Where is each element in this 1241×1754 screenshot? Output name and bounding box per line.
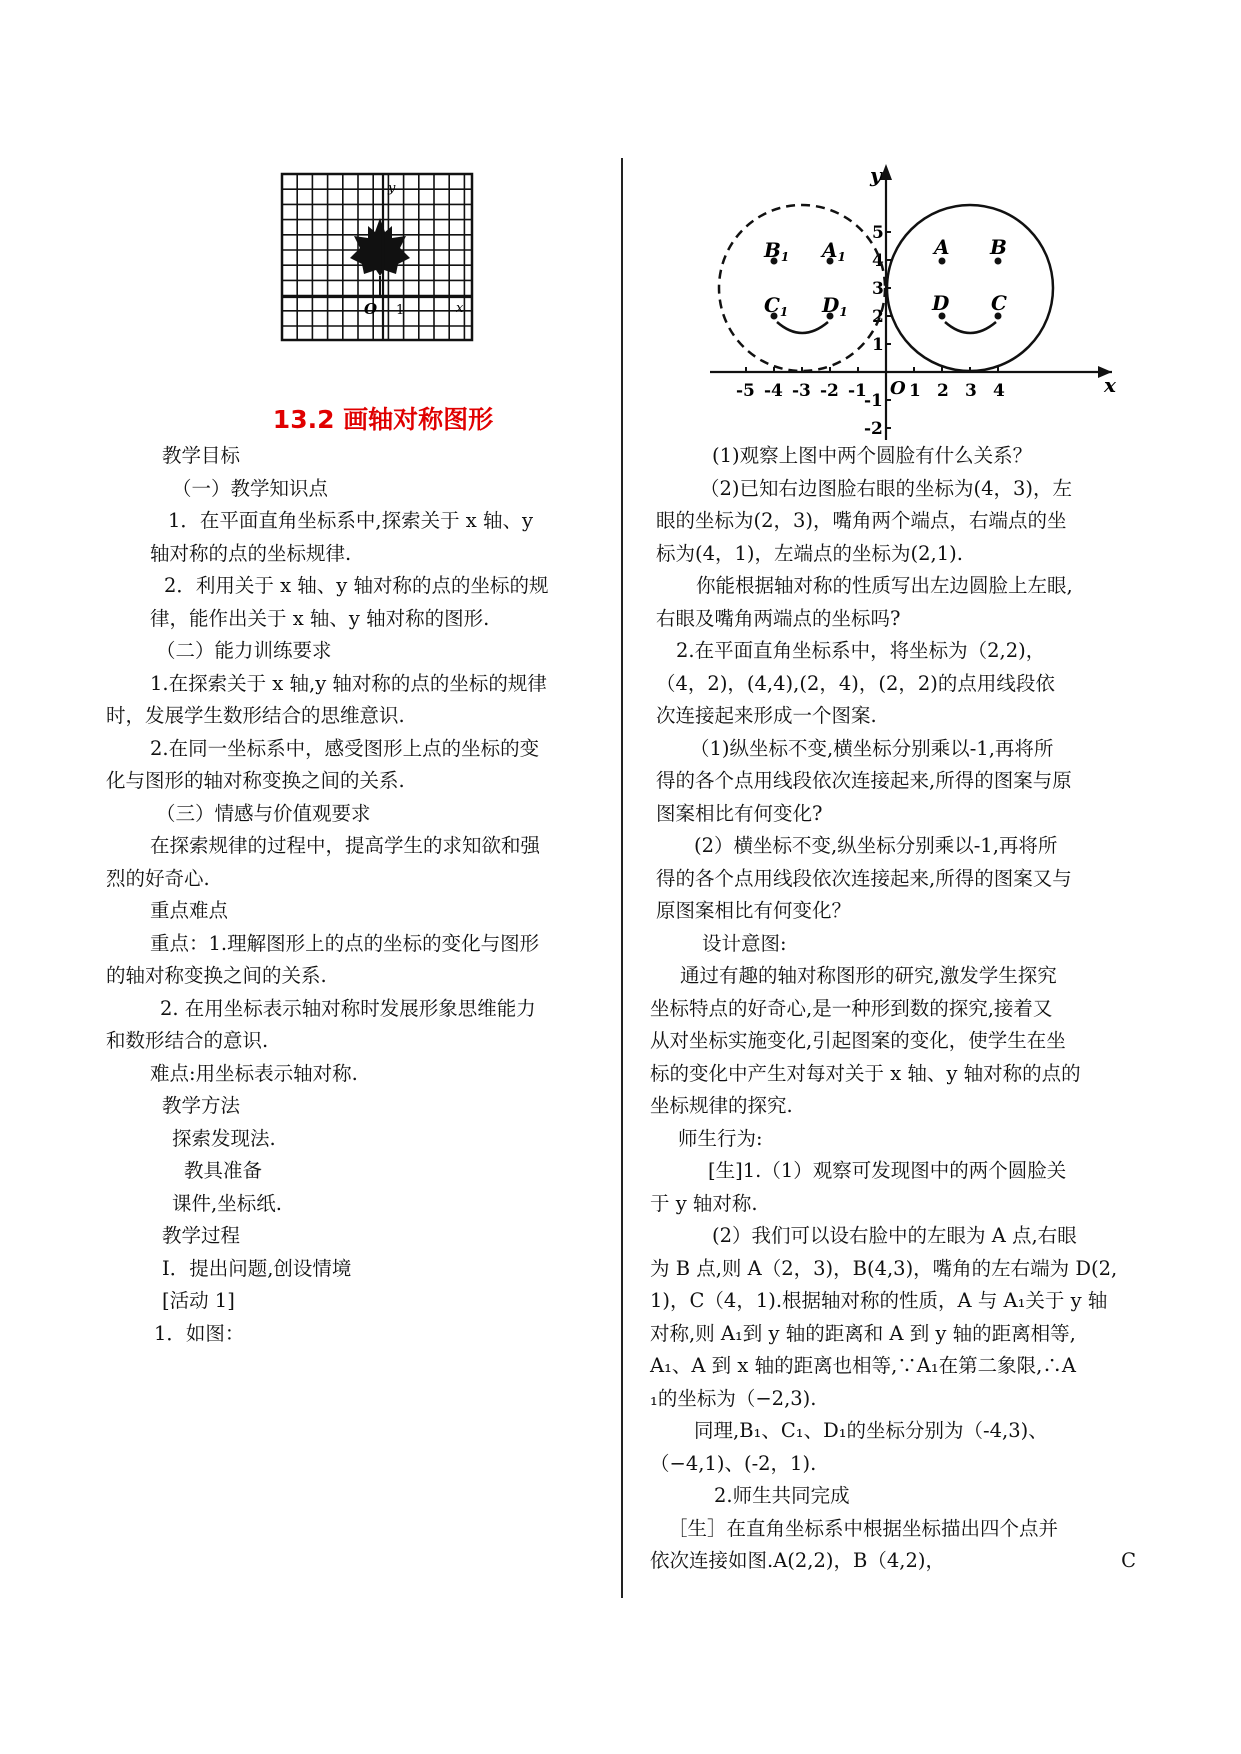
right-line: 标为(4，1)，左端点的坐标为(2,1). — [656, 541, 963, 565]
left-text-column — [106, 440, 616, 1350]
left-line: 在探索规律的过程中，提高学生的求知欲和强 — [150, 834, 541, 857]
right-line: 从对坐标实施变化,引起图案的变化，使学生在坐 — [650, 1029, 1066, 1052]
right-line: [生]1.（1）观察可发现图中的两个圆脸关 — [708, 1159, 1067, 1182]
left-line: 教学方法 — [162, 1094, 241, 1117]
left-line: 烈的好奇心. — [106, 866, 210, 890]
right-line: 设计意图: — [702, 931, 787, 955]
face-x-axis-label: x — [1104, 373, 1116, 397]
left-line: 难点:用坐标表示轴对称. — [150, 1061, 358, 1085]
left-line: 1．在平面直角坐标系中,探索关于 x 轴、y — [168, 509, 534, 532]
right-line: ₁的坐标为（−2,3). — [650, 1386, 817, 1410]
face-y-tick-label: -2 — [864, 419, 883, 439]
right-face-mouth — [945, 322, 996, 333]
right-line: 图案相比有何变化? — [656, 801, 823, 825]
left-face-mouth — [777, 322, 828, 333]
face-y-tick-label: -1 — [864, 391, 883, 411]
left-line: Ⅰ．提出问题,创设情境 — [162, 1256, 352, 1280]
right-line: （1)纵坐标不变,横坐标分别乘以-1,再将所 — [690, 736, 1054, 760]
face-y-tick-label: 3 — [872, 279, 884, 299]
left-line: 1．如图： — [154, 1321, 245, 1345]
right-line: ［生］在直角坐标系中根据坐标描出四个点并 — [668, 1516, 1059, 1540]
right-line: （2)已知右边图脸右眼的坐标为(4，3)，左 — [700, 476, 1073, 500]
left-line: [活动 1] — [162, 1289, 235, 1312]
right-line: 原图案相比有何变化？ — [656, 899, 852, 922]
left-line: 教学过程 — [162, 1224, 241, 1247]
face-x-tick-label: 4 — [993, 381, 1005, 401]
left-line: 2. 在用坐标表示轴对称时发展形象思维能力 — [160, 996, 536, 1020]
leaf-x-label: x — [456, 301, 464, 316]
face-x-tick-label: 3 — [965, 381, 977, 401]
left-line: （一）教学知识点 — [172, 476, 329, 500]
right-face-label-a: A — [934, 235, 950, 259]
right-line: 坐标特点的好奇心,是一种形到数的探究,接着又 — [650, 996, 1053, 1020]
face-x-tick-label: -5 — [736, 381, 755, 401]
right-line: 标的变化中产生对每对关于 x 轴、y 轴对称的点的 — [650, 1061, 1081, 1085]
page-title: 13.2 画轴对称图形 — [272, 405, 494, 434]
left-line: 化与图形的轴对称变换之间的关系. — [106, 769, 405, 792]
right-line: (1)观察上图中两个圆脸有什么关系？ — [712, 444, 1033, 467]
left-line: （二）能力训练要求 — [156, 639, 332, 662]
face-y-tick-label: 1 — [872, 335, 884, 355]
right-line: （4，2)，(4,4),(2，4)，(2，2)的点用线段依 — [656, 671, 1055, 695]
right-face-label-c: C — [991, 291, 1007, 315]
left-line: 2．利用关于 x 轴、y 轴对称的点的坐标的规 — [164, 574, 549, 597]
right-line: 眼的坐标为(2，3)，嘴角两个端点，右端点的坐 — [656, 509, 1067, 532]
right-face-label-b: B — [990, 235, 1007, 259]
left-face-circle — [719, 205, 885, 371]
left-line: 1.在探索关于 x 轴,y 轴对称的点的坐标的规律 — [150, 671, 547, 695]
right-line: 同理,B₁、C₁、D₁的坐标分别为（-4,3)、 — [694, 1419, 1048, 1442]
face-y-tick-label: 2 — [872, 307, 884, 327]
leaf-y-label: y — [388, 181, 396, 196]
left-face-label-b1: $B_1$ — [764, 238, 790, 264]
left-line: 课件,坐标纸. — [172, 1191, 282, 1215]
left-line: 的轴对称变换之间的关系. — [106, 964, 327, 987]
right-line: 你能根据轴对称的性质写出左边圆脸上左眼, — [696, 574, 1073, 597]
leaf-one-label: 1 — [396, 303, 405, 318]
face-x-tick-label: -1 — [848, 381, 867, 401]
right-face-label-d: D — [932, 291, 950, 315]
left-line: （三）情感与价值观要求 — [156, 801, 371, 825]
right-text-column — [650, 440, 1136, 1578]
right-line: 于 y 轴对称. — [650, 1191, 758, 1215]
face-y-tick-label: 4 — [872, 251, 884, 271]
right-line: 师生行为: — [678, 1126, 763, 1150]
right-line: 得的各个点用线段依次连接起来,所得的图案与原 — [656, 769, 1072, 792]
left-line: 和数形结合的意识. — [106, 1029, 269, 1052]
right-line: 2.在平面直角坐标系中，将坐标为（2,2)， — [676, 639, 1046, 662]
face-x-tick-label: -4 — [764, 381, 783, 401]
maple-leaf-shape — [350, 218, 410, 276]
leaf-origin-label: O — [364, 300, 378, 318]
left-line: 时，发展学生数形结合的思维意识. — [106, 704, 405, 727]
face-x-tick-label: -3 — [792, 381, 811, 401]
right-line: 1)，C（4，1).根据轴对称的性质，A 与 A₁关于 y 轴 — [650, 1289, 1108, 1312]
face-y-tick-label: 5 — [872, 223, 884, 243]
face-origin-label: O — [890, 378, 906, 399]
left-line: 律，能作出关于 x 轴、y 轴对称的图形. — [150, 606, 490, 630]
right-line: 2.师生共同完成 — [714, 1484, 850, 1507]
right-line: 对称,则 A₁到 y 轴的距离和 A 到 y 轴的距离相等, — [650, 1321, 1076, 1345]
right-line: 为 B 点,则 A（2，3)，B(4,3)，嘴角的左右端为 D(2, — [650, 1256, 1118, 1280]
right-face-circle — [887, 205, 1053, 371]
face-x-tick-label: 1 — [909, 381, 921, 401]
right-line: 右眼及嘴角两端点的坐标吗? — [656, 606, 901, 630]
left-face-label-c1: $C_1$ — [764, 293, 789, 319]
left-face-label-a1: $A_1$ — [822, 238, 846, 264]
right-line: (2）我们可以设右脸中的左眼为 A 点,右眼 — [712, 1224, 1077, 1247]
right-line: (2）横坐标不变,纵坐标分别乘以-1,再将所 — [694, 834, 1058, 857]
left-line: 探索发现法. — [172, 1126, 276, 1150]
right-line: C — [1121, 1549, 1136, 1572]
face-x-tick-label: 2 — [937, 381, 949, 401]
left-line: 教具准备 — [184, 1159, 263, 1182]
right-line: （−4,1)、(-2，1). — [650, 1451, 817, 1475]
right-line: A₁、A 到 x 轴的距离也相等,∵A₁在第二象限,∴A — [650, 1354, 1076, 1377]
right-line: 得的各个点用线段依次连接起来,所得的图案又与 — [656, 866, 1072, 890]
left-line: 教学目标 — [162, 444, 241, 467]
smiley-faces-figure — [700, 160, 1120, 450]
left-line: 2.在同一坐标系中，感受图形上点的坐标的变 — [150, 736, 540, 760]
left-line: 重点：1.理解图形上的点的坐标的变化与图形 — [150, 931, 540, 955]
right-line: 坐标规律的探究. — [650, 1094, 793, 1117]
right-line: 依次连接如图.A(2,2)，B（4,2)， — [650, 1549, 945, 1572]
left-line: 轴对称的点的坐标规律. — [150, 541, 352, 565]
face-y-axis-label: y — [870, 163, 882, 187]
left-line: 重点难点 — [150, 899, 229, 922]
face-x-tick-label: -2 — [820, 381, 839, 401]
maple-leaf-grid-figure — [280, 172, 475, 342]
left-face-label-d1: $D_1$ — [822, 293, 848, 319]
column-divider — [621, 158, 623, 1598]
right-line: 次连接起来形成一个图案. — [656, 704, 877, 727]
right-line: 通过有趣的轴对称图形的研究,激发学生探究 — [680, 964, 1057, 987]
